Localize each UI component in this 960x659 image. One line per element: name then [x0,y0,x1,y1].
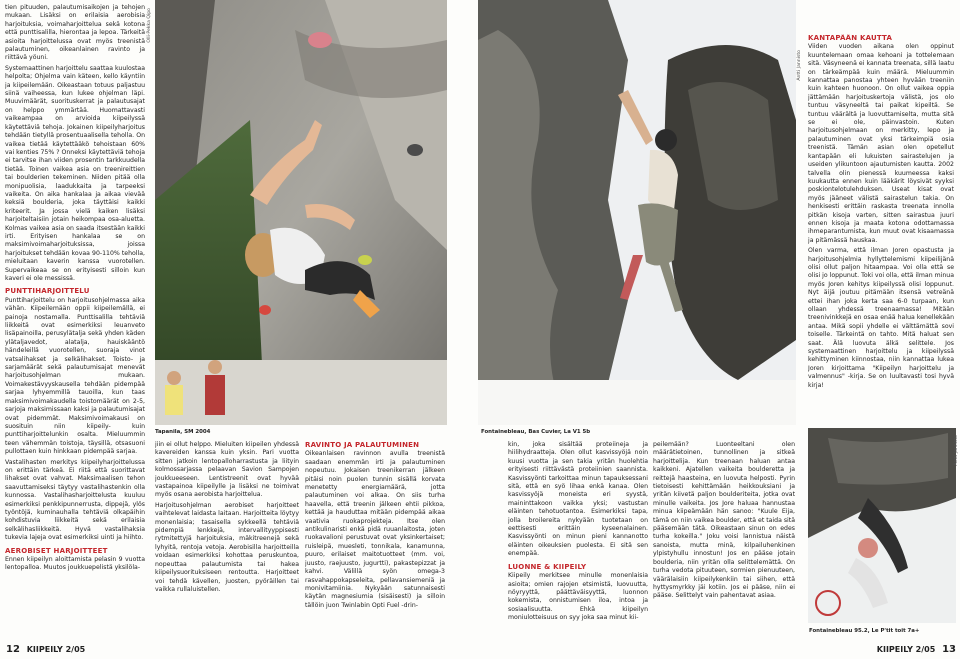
bouldering-photo [478,0,796,425]
paragraph: Olen varma, että ilman Joren opastusta ja harjoitusohjelmia hyllyttelemismi kiipeilijänä olisi ollut paljon hitaampaa. Voi olla että se olisi jo loppunut. Toki voi olla, että ilman minua myös Joren kehitys kiipeilyssä olisi loppunut. Nyt äijä joutuu pitämään itsensä vetreänä ettei ihan joka kerta saa 6-0 turpaan, kun ollaan yhdessä treenaamassa! Mitään treenivinkkejä en osaa enää halua kenellekään antaa. Mikä sopii yhdelle ei välttämättä sovi toiselle. Tärkeintä on tahto. Mitä haluat sen saat. Älä luovuta älkä selittele. Jos systemaattinen harjoittelu ja kiipeilyssä kehittyminen kiinnostaa, niin kannattaa lukea Joren kirjoittama "Kiipeilyn harjoittelu ja valmennus" -kirja. Se on luultavasti tosi hyvä kirja! [808,247,954,389]
section-heading: KANTAPÄÄN KAUTTA [808,34,893,42]
section-heading: LUONNE & KIIPEILY [508,562,587,571]
section-heading: AEROBISET HARJOITTEET [5,546,108,555]
right-column-1 [508,441,648,641]
right-column-3 [808,34,954,414]
magazine-title: KIIPEILY 2/05 [26,645,86,654]
magazine-title: KIIPEILY 2/05 [876,645,936,654]
page-number: 12 [6,644,20,655]
photo-caption: Fontainebleau, Bas Cuvier, La V1 5b [481,429,591,435]
paragraph: Vastalihasten merkitys kiipeilyharjoittelussa on erittäin tärkeä. Ei riitä että suorittavat lihakset ovat vahvat. Maksimaalisen tehon saavuttamiseksi täytyy vastalihastenkin olla kunnossa. Vastalihasharjoittelusta kuuluu esimerkiksi penkkipunnerrusta, dippejä, ylös työntöjä, kuminauhalla tehtäviä olkapäihin kohdistuvia liikkeitä sekä erilaisia selkälihasliikkeitä. Hyvä vastalihaksia tukevia lajeja ovat esimerkiksi uinti ja hiihto. [5,458,145,542]
left-column-3 [305,441,445,641]
page-number: 13 [942,644,956,655]
climbing-wall-photo [155,0,447,425]
paragraph: tien pituuden, palautumisaikojen ja tehojen mukaan. Lisäksi on erilaisia aerobisia harjoituksia, voimaharjoittelua sekä kotona että punttisalilla, hierontaa ja lepoa. Tärkeitä asioita harjoittelussa ovat myös treenistä palautuminen, oikeanlainen ravinto ja riittävä yöuni. [5,4,145,62]
right-page [478,0,960,659]
roof-boulder-photo [808,428,956,623]
section-heading: PUNTTIHARJOITTELU [5,287,90,296]
left-column-1 [5,4,145,632]
photo-credit: Antti Jannisto [797,50,802,81]
paragraph: peilemään? Luonteeltani olen määrätietoinen, tunnollinen ja sitkeä harjoittelija. Kun treenaan haluan antaa kaikkeni. Ajatellen vaikeita boulderetta ja reittejä haasteina, en luovuta helposti. Pyrin tietoisesti kehittämään heikkouksiani ja yritän kiivetä paljon boulderiteita, jotka ovat minulle vaikeita. Jos Jore haluaa hannustaa minua kiipeämään hän sanoo: "Kuule Eija, tämä on niin vaikea boulder, että et taida sitä pääsemään tätä. Oikeastaan sinun on edes turha kokeilla." Joku voisi lannistua näistä sanoista, mutta minä, kilpailuhenkinen ylpistyhullu innostun! Jos en pääse jotain boulderia, niin yritän olla selittelemättä. On turha vedota pituuteen, sormien pienuuteen, väärälaisiin kiipeilykenkiin tai siihen, että hyttysmyrkky jäi kotiin. Jos ei pääse, niin ei pääse. Selittelyt vain pahentavat asiaa. [653,441,795,600]
photo-caption: Tapanila, SM 2004 [155,429,211,435]
right-column-2 [653,441,795,641]
paragraph: Kiipeily merkitsee minulle monenlaisia asioita; omien rajojen etsimistä, luovuutta, nöyryyttä, päättäväisyyttä, luonnon kokemista, onnistumisen iloa, intoa ja sosiaalisuutta. Ehkä kiipeilyn moniulotteisuus on syy joka saa minut kii- [508,572,648,622]
paragraph: jiin ei ollut helppo. Mieluiten kiipeilen yhdessä kavereiden kanssa kuin yksin. Pari vuotta sitten jatkoin lentopalloharrastusta ja liityin kolmossarjassa pelaavan Savion Sampojen joukkueeseen. Lentistreenit ovat hyvää vastapainoa kiipeilylle ja lisäksi ne toimivat myös osana aerobista harjoittelua. [155,441,299,499]
climber-outdoor-illustration [478,0,796,425]
paragraph: Harjoitusohjelman aerobiset harjoitteet vaihtelevat laidasta laitaan. Harjoitteita löytyy monenlaisia; tasaisella sykkeellä tehtäviä pidempiä lenkkejä, intervallityyppisesti rytmitettyjä harjoituksia, mäkitreenejä sekä lyhyitä, rentoja vetoja. Aerobisilla harjoitteilla voidaan esimerkiksi kohottaa peruskuntoa, nopeuttaa palautumista tai hakea kiipeilysuorituksiseen rentoutta. Harjoitteet voi tehdä kävellen, juosten, pyöräillen tai vaikka rullaluistellen. [155,501,299,593]
paragraph: Systemaattinen harjoittelu saattaa kuulostaa helpolta; Ohjelma vain käteen, kello käyntiin ja kiipeilemään. Oikeastaan totuus paljastuu siinä vaiheessa, kun lukee ohjelman läpi. Muuvimäärät, suorituskerrat ja palautusajat on helppo ymmärtää. Huomattavasti vaikeampaa on arvioida kiipeilyssä käytettäviä tehoja. Jokainen kiipeilyharjoitus tehdään tietyllä prosentuaalisella teholla. On vaikea tietää käytettääkö tehoistaan 60% vai kenties 75% ? Onneksi käytettäviä tehoja ei tarvitse ihan viiden prosentin tarkkuudella tietää. Toinen vaikea asia on treenireittien tai boulderien tekeminen. Niiden pitää olla monipuolisia, laadukkaita ja tarpeeksi vaikeita. On aika hankalaa ja aikaa vievää keksiä boulderia, joka täyttäisi kaikki kriteerit. Ja jossa vielä kaiken lisäksi harjoiteltaisiin jotain heikompaa osa-aluetta. Kolmas vaikea asia on saada itsestään kaikki irti. Erityisen hankalaa se on maksimivoimaharjoituksissa, joissa harjoitukset tehdään kovaa 90-110% teholla, mieluitaan kaverin kanssa vuorotellen. Supervaikeaa se on erityisesti silloin kun kaveri ei ole messissä. [5,64,145,282]
page-footer-left [6,644,85,655]
photo-caption: Fontainebleau 95.2, Le P'tit toit 7a+ [809,628,920,634]
page-footer-right [877,644,956,655]
left-page [0,0,478,659]
photo-credit: Antti Jannisto [954,435,959,466]
paragraph: Oikeanlaisen ravinnon avulla treenistä saadaan enemmän irti ja palautuminen nopeutuu. Jokaisen treenikerran jälkeen pitäisi noin puolen tunnin sisällä korvata menetetty energiamäärä, jotta palautuminen voi alkaa. On siis turha haavella, että treenin jälkeen ehtii pikkoa, kettää ja hauduttaa mitään pidempää aikaa vaativia ruokaprojekteja. Itse olen antikulinaristi enkä pidä ruuanlaitosta, joten ruokavalioni perustuvat ovat yksinkertaiset; ruisleipä, muesleti, tonnikala, kanamunna, puuro, erilaiset maitotuotteet (mm. voi, juusto, raejuusto, jugurtti), pakastepizzat ja kahvi. Välillä syön omega-3 rasvahappokapseleita, pellavansiemeniä ja monivitamiinia. Nykyään satunnaisesti käytän magnesiumia (sisäisesti) ja silloin tällöin juon Twinlabin Opti Fuel -drin- [305,450,445,609]
paragraph: Ennen kiipeilyn aloittamista pelasin 9 vuotta lentopalloa. Muutos joukkuepelistä yksilöla- [5,556,145,572]
climber-indoor-illustration [155,0,447,425]
section-heading: RAVINTO JA PALAUTUMINEN [305,441,420,449]
left-column-2 [155,441,299,641]
paragraph: kin, joka sisältää proteiineja ja hiilihydraatteja. Olen ollut kasvissyöjä noin kuusi vuotta ja sen takia yritän huolehtia erityisesti riittävästä proteiinien saannista. Kasvissyönti tarkoittaa minun tapauksessani sitä, että en syö lihaa enkä kanaa. Olen kasvissyöjä moneista eri syystä, maininttakoon vaikka yksi; vastustan eläinten tehotuotantoa. Esimerkiksi tapa, jolla broilereita nykyään tuotetaan on eettisesti erittäin kyseenalainen. Kasvissyönti on minun pieni kannanotto eläinten oikeuksien puolesta. Ei sitä sen enempää. [508,441,648,558]
paragraph: Viiden vuoden aikana olen oppinut kuuntelemaan omaa kehoani ja tottelemaan sitä. Väsyneenä ei kannata treenata, sillä laatu on tärkeämpää kuin määrä. Mieluummin kannattaa panostaa yhteen hyvään treeniin kuin kahteen huonoon. On ollut vaikea oppia jättämään harjoituskertoja välistä, jos olo tuntuu väsyneeltä tai paikat kipeiltä. Se tuntuu väärältä ja luovuttamiselta, mutta sitä se ei ole, päinvastoin. Kuten harjoitusohjelmaan on merkitty, lepo ja palautuminen ovat yksi tärkeimpiä osia treenistä. Tämän asian olen opetellut kantapään eli lukuisten sairastelujen ja useiden ylikuntoon ajautumisten kautta. 2002 talvella olin pienessä kuumeessa kaksi kuukautta ennen kuin lääkärit löysivät syyksi poskiontelotulehduksen. Useat kisat ovat myös jääneet välistä sairastelun takia. On henkisesti erittäin raskasta treenata innolla pitkän kisoja varten, sitten sairastua juuri ennen kisoja ja maata kotona odottamassa ihmeparantumista, kun muut ovat kisaamassa ja pitämässä hauskaa. [808,43,954,244]
paragraph: Punttiharjoittelu on harjoitusohjelmassa aika vähän. Kiipeilemään oppii kiipeilemällä, ei painoja nostamalla. Punttisalilla tehtäviä liikkeitä ovat esimerkiksi leuanveto lisäpainoilla, perusylätalja sekä yhden käden ylätaljavedot, alatalja, hauiskääntö händeleillä vuorotellen, suoraja vinot vatsalihakset ja selkälihakset. Toisto- ja sarjamäärät sekä palautumisajat menevät harjoitusohjelman mukaan. Voimakestävyyskausella tehdään pidempää sarjaa lyhyemmillä tauoilla, kun taas maksimivoimakaudella toistomäärät on 2-5, sarjoja maksimissaan kaksi ja palautumisajat ovat pidemmät. Maksimivoimakausi on suosituin niin kiipeily- kuin punttiharjoittelunkin osalta. Mieluummin teen vähemmän toistoja, täysillä, otsasuoni pullottaen kuin hinkkaan pidempää sarjaa. [5,296,145,456]
climber-roof-illustration [808,428,956,623]
photo-credit: Olli-Pekka Qipo [147,8,152,43]
